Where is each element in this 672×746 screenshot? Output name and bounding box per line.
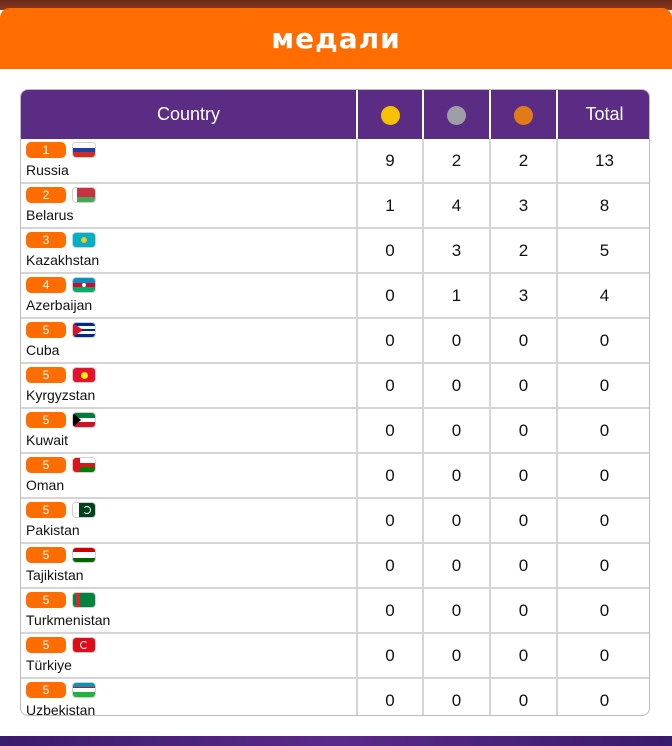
medal-table	[21, 90, 650, 716]
total-count: 0	[557, 588, 650, 633]
bronze-count: 2	[490, 228, 557, 273]
header-bar	[0, 8, 672, 69]
column-header-country[interactable]: Country	[21, 90, 357, 139]
bronze-count: 3	[490, 183, 557, 228]
flag-oman-icon	[72, 457, 96, 473]
total-count: 0	[557, 498, 650, 543]
gold-count: 0	[357, 273, 423, 318]
bronze-count: 0	[490, 363, 557, 408]
table-row[interactable]	[21, 453, 650, 498]
country-name: Kuwait	[26, 432, 69, 448]
total-count: 8	[557, 183, 650, 228]
gold-count: 0	[357, 408, 423, 453]
silver-count: 0	[423, 318, 490, 363]
bronze-count: 0	[490, 633, 557, 678]
gold-count: 0	[357, 588, 423, 633]
country-name: Tajikistan	[26, 567, 84, 583]
gold-count: 0	[357, 453, 423, 498]
bronze-count: 0	[490, 678, 557, 716]
country-name: Türkiye	[26, 657, 72, 673]
rank-badge: 5	[26, 322, 66, 338]
rank-badge: 5	[26, 412, 66, 428]
country-cell	[21, 633, 357, 678]
silver-count: 3	[423, 228, 490, 273]
table-row[interactable]	[21, 408, 650, 453]
table-row[interactable]	[21, 228, 650, 273]
country-name: Azerbaijan	[26, 297, 93, 313]
country-cell	[21, 408, 357, 453]
country-cell	[21, 318, 357, 363]
silver-count: 0	[423, 678, 490, 716]
flag-azerbaijan-icon	[72, 277, 96, 293]
gold-count: 0	[357, 318, 423, 363]
rank-badge: 5	[26, 502, 66, 518]
gold-count: 0	[357, 228, 423, 273]
rank-badge: 5	[26, 592, 66, 608]
gold-medal-icon	[381, 106, 400, 125]
country-name: Pakistan	[26, 522, 80, 538]
total-count: 5	[557, 228, 650, 273]
silver-medal-icon	[447, 106, 466, 125]
country-name: Belarus	[26, 207, 74, 223]
table-row[interactable]	[21, 543, 650, 588]
bronze-count: 0	[490, 498, 557, 543]
silver-count: 0	[423, 408, 490, 453]
flag-kuwait-icon	[72, 412, 96, 428]
flag-russia-icon	[72, 142, 96, 158]
silver-count: 0	[423, 543, 490, 588]
country-name: Oman	[26, 477, 65, 493]
column-header-silver[interactable]	[423, 90, 490, 139]
gold-count: 9	[357, 139, 423, 183]
rank-badge: 5	[26, 637, 66, 653]
country-cell	[21, 678, 357, 716]
total-count: 0	[557, 633, 650, 678]
total-count: 0	[557, 453, 650, 498]
page-title: медали	[271, 22, 401, 55]
column-header-gold[interactable]	[357, 90, 423, 139]
country-name: Turkmenistan	[26, 612, 111, 628]
gold-count: 0	[357, 363, 423, 408]
bottom-background-strip	[0, 736, 672, 746]
bronze-count: 0	[490, 543, 557, 588]
flag-turkiye-icon	[72, 637, 96, 653]
table-row[interactable]	[21, 363, 650, 408]
table-row[interactable]	[21, 139, 650, 183]
silver-count: 0	[423, 498, 490, 543]
table-row[interactable]	[21, 318, 650, 363]
country-name: Kazakhstan	[26, 252, 100, 268]
gold-count: 0	[357, 633, 423, 678]
silver-count: 0	[423, 633, 490, 678]
rank-badge: 5	[26, 457, 66, 473]
gold-count: 1	[357, 183, 423, 228]
country-cell	[21, 453, 357, 498]
column-header-total[interactable]: Total	[557, 90, 650, 139]
country-name: Cuba	[26, 342, 60, 358]
silver-count: 0	[423, 453, 490, 498]
total-count: 0	[557, 543, 650, 588]
rank-badge: 3	[26, 232, 66, 248]
bronze-count: 0	[490, 408, 557, 453]
table-row[interactable]	[21, 678, 650, 716]
country-cell	[21, 183, 357, 228]
gold-count: 0	[357, 543, 423, 588]
silver-count: 1	[423, 273, 490, 318]
flag-belarus-icon	[72, 187, 96, 203]
rank-badge: 5	[26, 547, 66, 563]
total-count: 0	[557, 363, 650, 408]
country-cell	[21, 363, 357, 408]
rank-badge: 5	[26, 682, 66, 698]
gold-count: 0	[357, 678, 423, 716]
country-cell	[21, 273, 357, 318]
bronze-count: 0	[490, 318, 557, 363]
table-row[interactable]	[21, 273, 650, 318]
country-cell	[21, 588, 357, 633]
bronze-count: 0	[490, 453, 557, 498]
silver-count: 4	[423, 183, 490, 228]
silver-count: 2	[423, 139, 490, 183]
flag-tajikistan-icon	[72, 547, 96, 563]
medal-panel	[0, 69, 672, 736]
flag-uzbekistan-icon	[72, 682, 96, 698]
flag-kazakhstan-icon	[72, 232, 96, 248]
table-row[interactable]	[21, 588, 650, 633]
flag-pakistan-icon	[72, 502, 96, 518]
rank-badge: 2	[26, 187, 66, 203]
table-header-row	[21, 90, 650, 139]
medal-table-container	[20, 89, 650, 716]
table-row[interactable]	[21, 183, 650, 228]
flag-cuba-icon	[72, 322, 96, 338]
total-count: 0	[557, 318, 650, 363]
country-cell	[21, 498, 357, 543]
bronze-medal-icon	[514, 106, 533, 125]
silver-count: 0	[423, 588, 490, 633]
flag-kyrgyzstan-icon	[72, 367, 96, 383]
country-name: Kyrgyzstan	[26, 387, 96, 403]
rank-badge: 5	[26, 367, 66, 383]
table-row[interactable]	[21, 633, 650, 678]
total-count: 13	[557, 139, 650, 183]
table-row[interactable]	[21, 498, 650, 543]
bronze-count: 3	[490, 273, 557, 318]
silver-count: 0	[423, 363, 490, 408]
country-name: Russia	[26, 162, 69, 178]
total-count: 0	[599, 690, 610, 710]
country-cell	[21, 543, 357, 588]
gold-count: 0	[357, 498, 423, 543]
bronze-count: 2	[490, 139, 557, 183]
flag-turkmenistan-icon	[72, 592, 96, 608]
country-cell	[21, 139, 357, 183]
bronze-count: 0	[490, 588, 557, 633]
rank-badge: 1	[26, 142, 66, 158]
total-count: 0	[557, 408, 650, 453]
country-name: Uzbekistan	[26, 702, 96, 716]
column-header-bronze[interactable]	[490, 90, 557, 139]
rank-badge: 4	[26, 277, 66, 293]
country-cell	[21, 228, 357, 273]
total-count: 4	[557, 273, 650, 318]
